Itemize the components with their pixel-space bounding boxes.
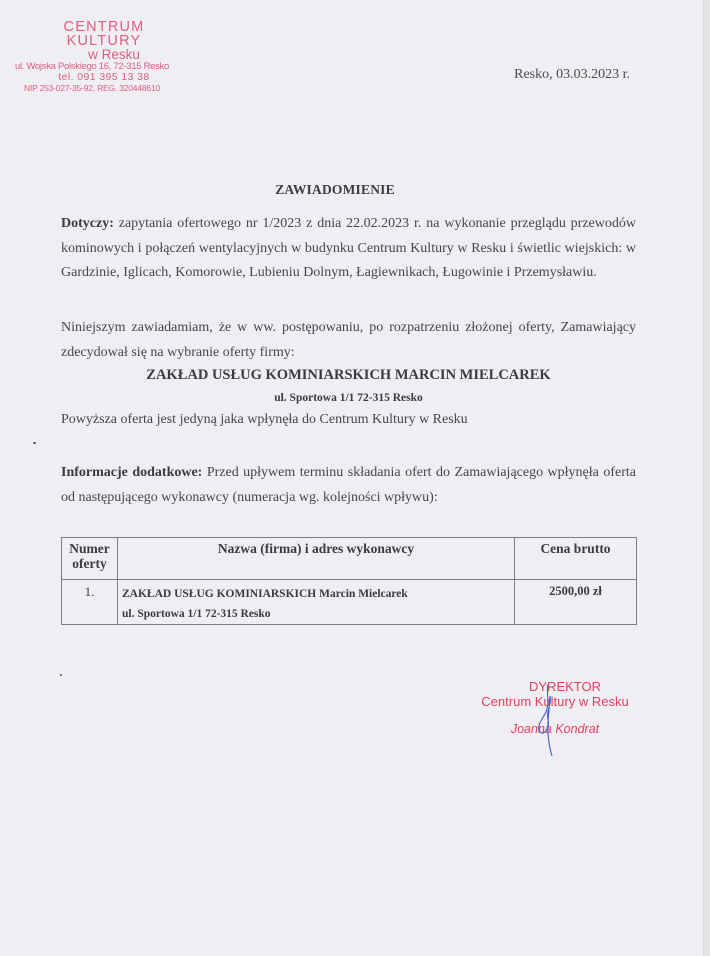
scan-speck bbox=[33, 442, 36, 444]
signature-institution: Centrum Kultury w Resku bbox=[481, 694, 629, 709]
table-row bbox=[62, 580, 637, 625]
director-signature-stamp bbox=[470, 680, 640, 736]
only-offer-note: Powyższa oferta jest jedyną jaka wpłynęła do Centrum Kultury w Resku bbox=[61, 412, 468, 427]
selected-address: ul. Sportowa 1/1 72-315 Resko bbox=[274, 392, 423, 404]
column-header-price: Cena brutto bbox=[515, 538, 637, 580]
column-header-number: Numer oferty bbox=[62, 538, 118, 580]
subject-label: Dotyczy: bbox=[61, 216, 114, 231]
offer-number: 1. bbox=[62, 580, 118, 625]
subject-text: zapytania ofertowego nr 1/2023 z dnia 22.02.2023 r. na wykonanie przeglądu przewodów kominowych i połączeń wentylacyjnych w budynku Centrum Kultury w Resku i świetlic wiejskich: w Gardzinie, Iglicach, Komorowie, Lubieniu Dolnym, Łagiewnikach, Ługowinie i Przemysławiu. bbox=[61, 216, 636, 280]
contractor-name: ZAKŁAD USŁUG KOMINIARSKICH Marcin Mielcarek bbox=[122, 588, 408, 600]
additional-info-paragraph bbox=[61, 461, 636, 510]
offers-table bbox=[61, 537, 637, 625]
place-date: Resko, 03.03.2023 r. bbox=[514, 67, 630, 82]
scan-speck bbox=[60, 674, 62, 676]
signature-title: DYREKTOR bbox=[529, 679, 601, 694]
contractor-address: ul. Sportowa 1/1 72-315 Resko bbox=[122, 608, 271, 620]
selected-company: ZAKŁAD USŁUG KOMINIARSKICH MARCIN MIELCAREK bbox=[146, 367, 551, 383]
stamp-line: tel. 091 395 13 38 bbox=[58, 71, 150, 83]
table-header-row bbox=[62, 538, 637, 580]
additional-text: Przed upływem terminu składania ofert do Zamawiającego wpłynęła oferta od następującego wykonawcy (numeracja wg. kolejności wpływu): bbox=[61, 465, 636, 505]
document-title: ZAWIADOMIENIE bbox=[275, 182, 395, 197]
notice-paragraph: Niniejszym zawiadamiam, że w ww. postępowaniu, po rozpatrzeniu złożonej oferty, Zamawiający zdecydował się na wybranie oferty firmy: bbox=[61, 320, 636, 360]
additional-label: Informacje dodatkowe: bbox=[61, 465, 203, 480]
handwritten-signature-icon bbox=[530, 680, 570, 760]
offer-price: 2500,00 zł bbox=[515, 580, 637, 625]
column-header-name: Nazwa (firma) i adres wykonawcy bbox=[118, 538, 515, 580]
stamp-line: NIP 253-027-35-92, REG. 320448610 bbox=[24, 83, 160, 93]
stamp-line: CENTRUM KULTURY bbox=[63, 19, 145, 49]
stamp-line: w Resku bbox=[88, 47, 140, 62]
subject-paragraph bbox=[61, 212, 636, 286]
offer-contractor bbox=[118, 580, 515, 625]
signature-name: Joanna Kondrat bbox=[510, 722, 600, 736]
stamp-line: ul. Wojska Polskiego 16, 72-315 Resko bbox=[14, 61, 169, 72]
institution-stamp bbox=[14, 19, 184, 93]
paper-edge bbox=[703, 0, 710, 956]
